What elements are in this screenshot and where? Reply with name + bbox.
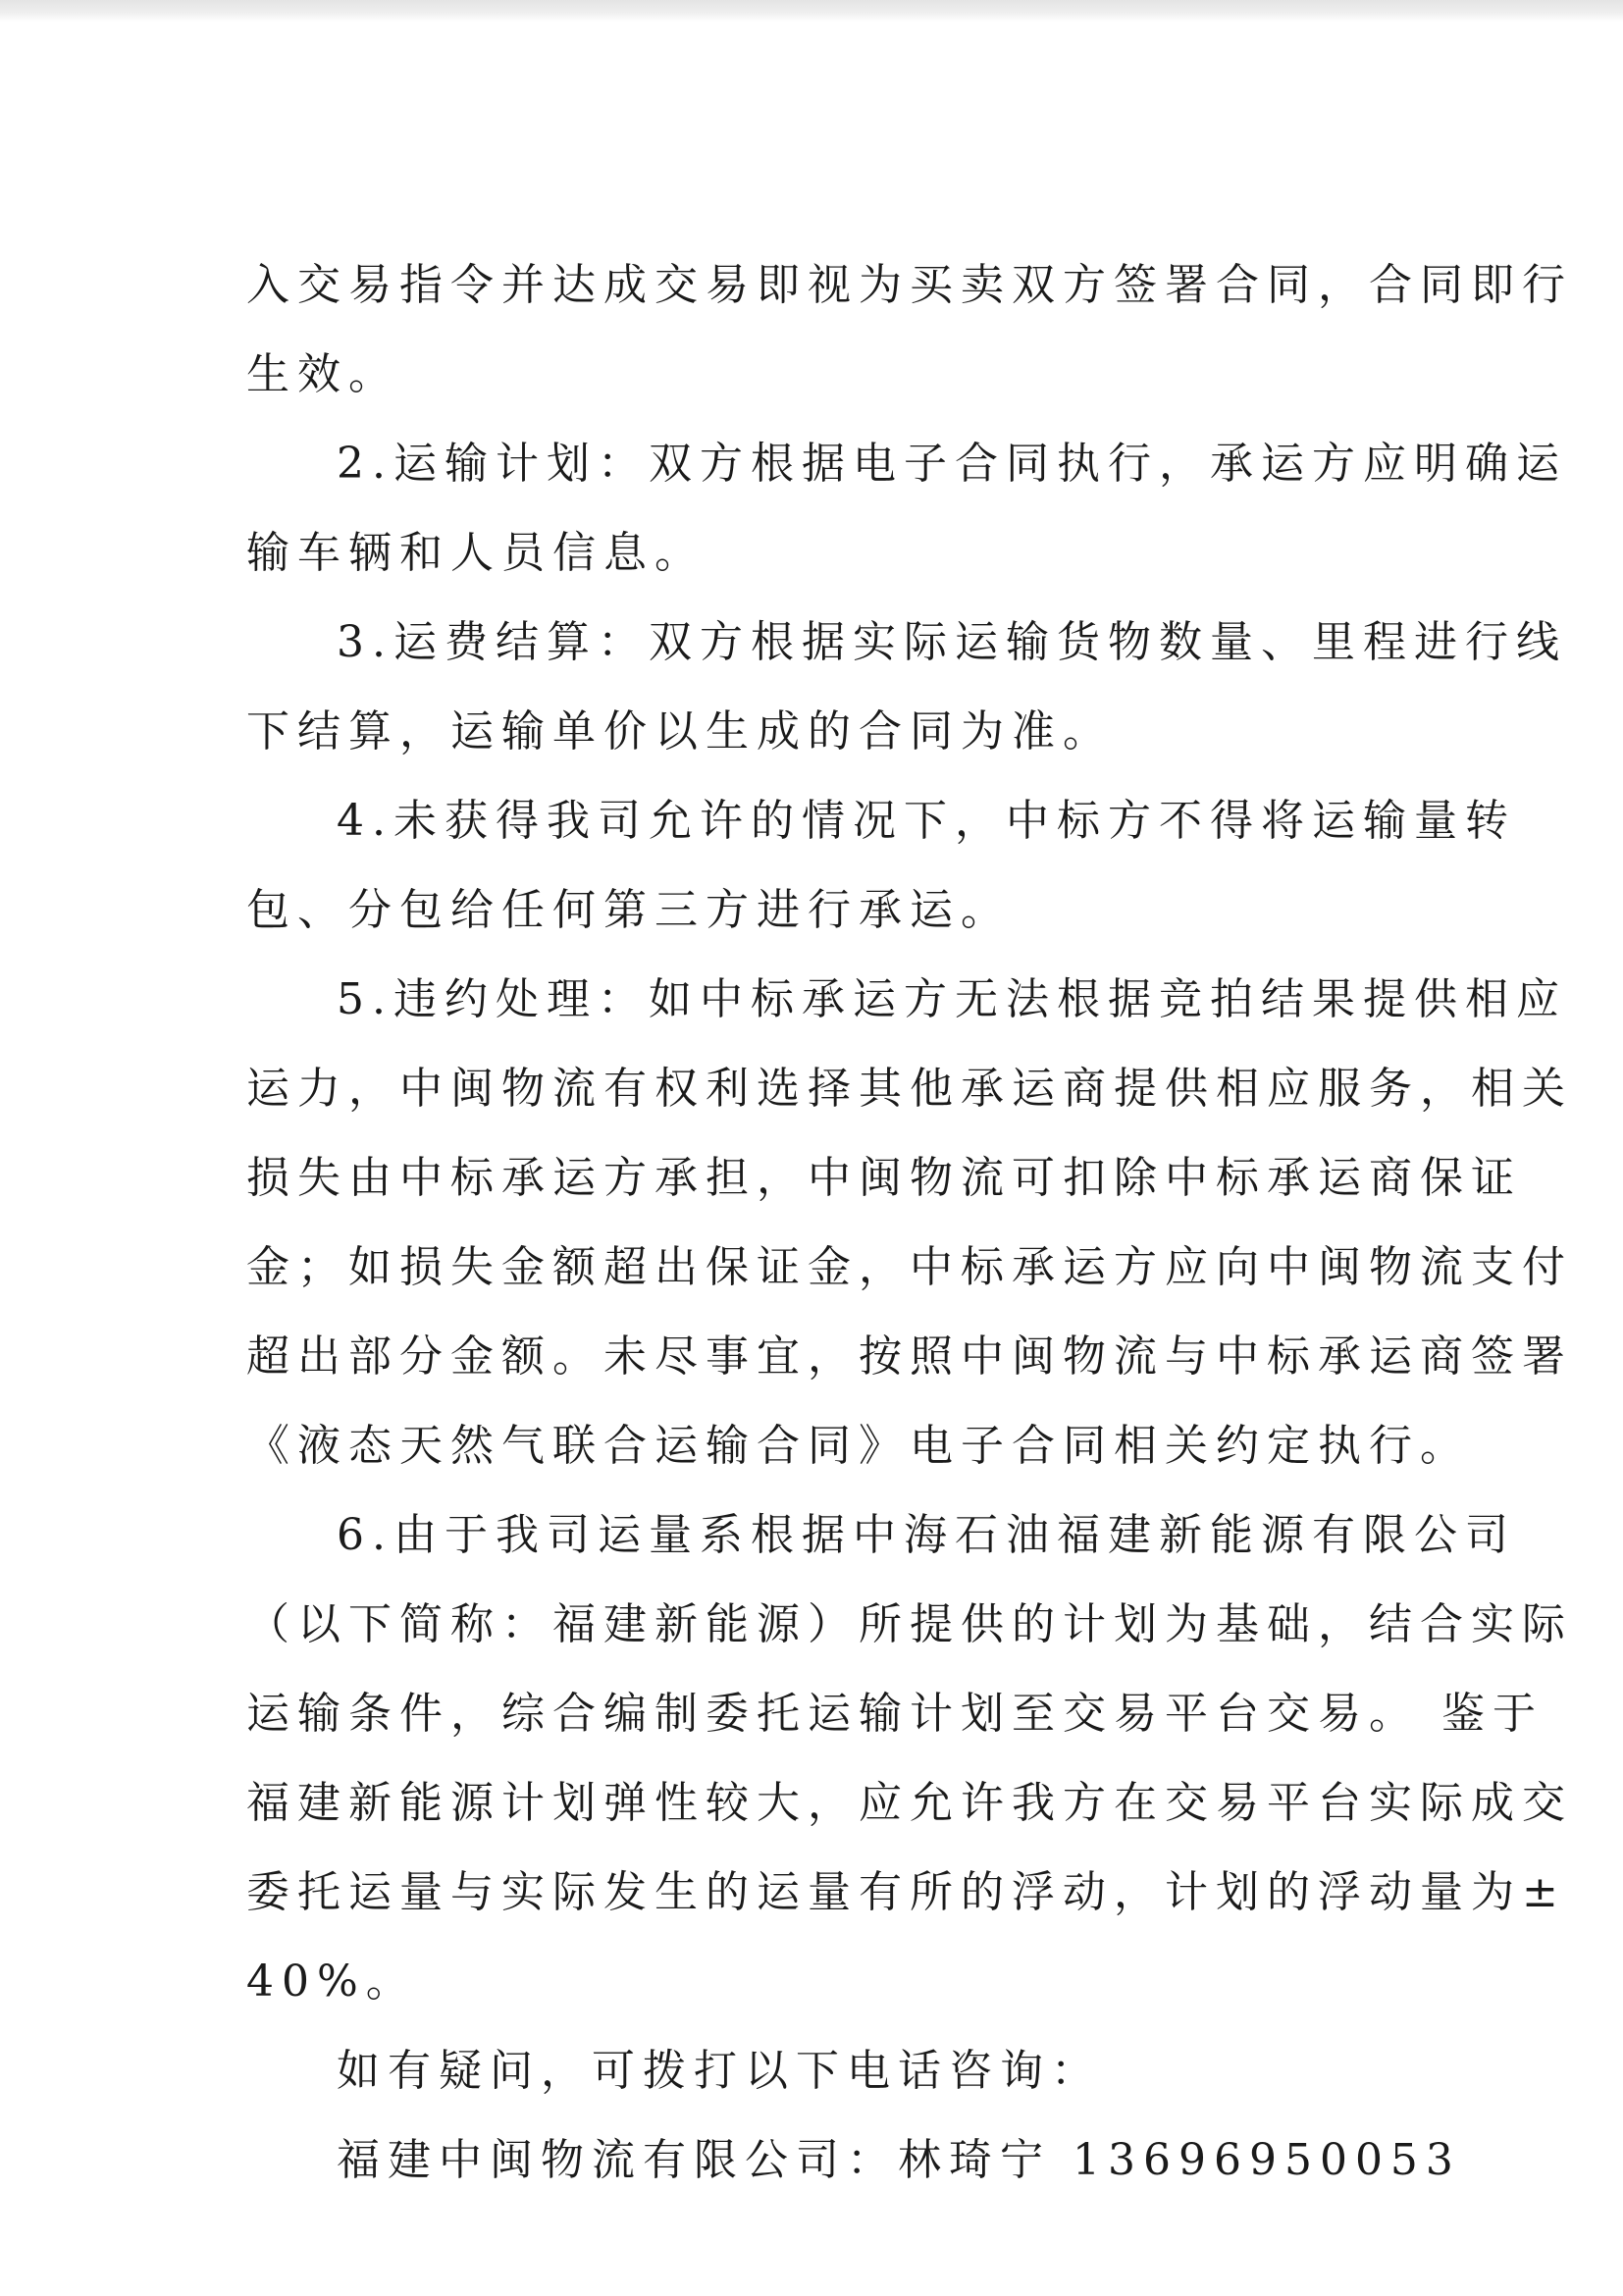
text-line: 委托运量与实际发生的运量有所的浮动，计划的浮动量为± xyxy=(246,1867,1566,1917)
text-line: 2.运输计划：双方根据电子合同执行，承运方应明确运 xyxy=(337,439,1567,489)
text-line: 运输条件，综合编制委托运输计划至交易平台交易。 鉴于 xyxy=(246,1689,1544,1739)
text-line: 3.运费结算：双方根据实际运输货物数量、里程进行线 xyxy=(337,617,1567,667)
contact-intro: 如有疑问，可拨打以下电话咨询： xyxy=(337,2046,1102,2096)
text-line: 下结算，运输单价以生成的合同为准。 xyxy=(246,706,1114,757)
text-line: 生效。 xyxy=(246,349,399,399)
text-line: 福建新能源计划弹性较大，应允许我方在交易平台实际成交 xyxy=(246,1778,1573,1828)
text-line: 超出部分金额。未尽事宜，按照中闽物流与中标承运商签署 xyxy=(246,1331,1573,1382)
text-line: 输车辆和人员信息。 xyxy=(246,528,706,578)
text-line: 4.未获得我司允许的情况下，中标方不得将运输量转 xyxy=(337,796,1516,846)
text-line: 运力，中闽物流有权利选择其他承运商提供相应服务，相关 xyxy=(246,1064,1573,1114)
text-line: 包、分包给任何第三方进行承运。 xyxy=(246,885,1012,935)
text-line: 金；如损失金额超出保证金，中标承运方应向中闽物流支付 xyxy=(246,1242,1573,1292)
scan-top-edge xyxy=(0,0,1623,22)
text-line: 《液态天然气联合运输合同》电子合同相关约定执行。 xyxy=(246,1421,1471,1471)
contact-info: 福建中闽物流有限公司：林琦宁 13696950053 xyxy=(337,2135,1461,2185)
text-line: （以下简称：福建新能源）所提供的计划为基础，结合实际 xyxy=(246,1599,1573,1649)
text-line: 6.由于我司运量系根据中海石油福建新能源有限公司 xyxy=(337,1510,1516,1560)
text-line: 40%。 xyxy=(246,1957,417,2007)
document-body xyxy=(246,240,1573,2205)
text-line: 入交易指令并达成交易即视为买卖双方签署合同，合同即行 xyxy=(246,260,1573,310)
text-line: 损失由中标承运方承担，中闽物流可扣除中标承运商保证 xyxy=(246,1153,1522,1203)
text-line: 5.违约处理：如中标承运方无法根据竞拍结果提供相应 xyxy=(337,974,1567,1024)
